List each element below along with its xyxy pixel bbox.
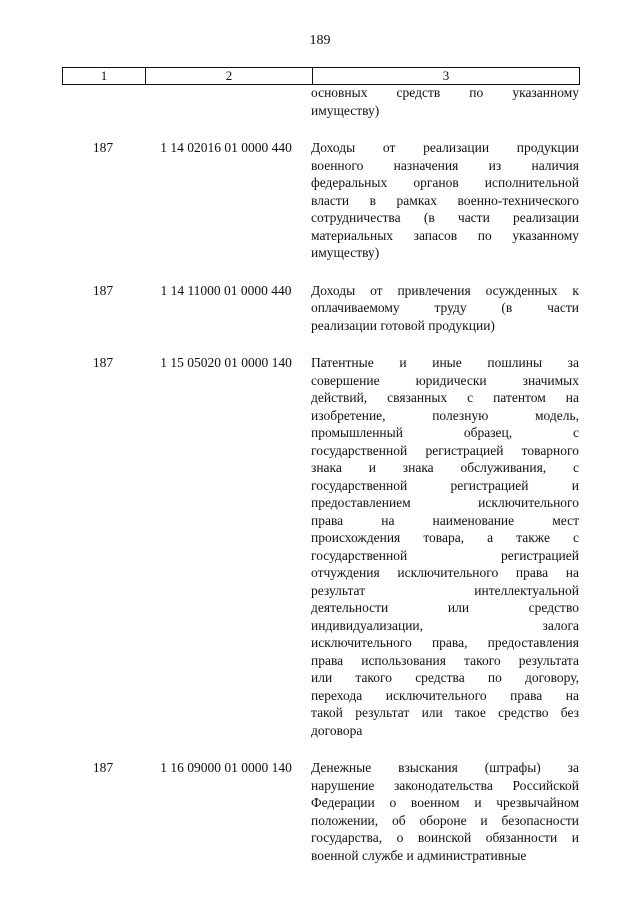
description-line: сотрудничества (в части реализации: [311, 210, 579, 225]
description-line: совершение юридически значимых: [311, 372, 579, 388]
admin-code-cell: 187: [92, 140, 114, 155]
table-row: [0, 84, 640, 119]
description-line: материальных запасов по указанному: [311, 227, 579, 243]
description-line: государственной регистрацией: [311, 547, 579, 563]
description-line: результат интеллектуальной: [311, 582, 579, 598]
description-line: оплачиваемому труду (в части: [311, 300, 579, 315]
income-description-cell: [311, 139, 579, 262]
description-line: нарушение законодательства Российской: [311, 777, 579, 793]
table-row: [0, 282, 640, 335]
income-description-cell: [311, 759, 579, 864]
budget-code-cell: 1 14 02016 01 0000 440: [160, 140, 292, 155]
admin-code-cell: 187: [92, 760, 114, 775]
admin-code-cell: 187: [92, 355, 114, 370]
description-line: государственной регистрацией и: [311, 477, 579, 493]
description-line: промышленный образец, с: [311, 425, 579, 440]
description-line: Денежные взыскания (штрафы) за: [311, 760, 579, 775]
description-line: индивидуализации, залога: [311, 617, 579, 633]
description-line: отчуждения исключительного права на: [311, 565, 579, 580]
page-number: 189: [309, 33, 331, 48]
description-line: права на наименование мест: [311, 512, 579, 528]
budget-code-cell: 1 15 05020 01 0000 140: [160, 355, 292, 370]
description-line: исключительного права, предоставления: [311, 635, 579, 650]
description-line: предоставлением исключительного: [311, 495, 579, 510]
description-line: или такого средства по договору,: [311, 670, 579, 685]
description-line: государства, о воинской обязанности и: [311, 830, 579, 845]
admin-code-cell: 187: [92, 282, 114, 298]
table-row: [0, 759, 640, 864]
description-line: происхождения товара, а также с: [311, 530, 579, 545]
table-body: [0, 84, 640, 864]
description-line: военного назначения из наличия: [311, 157, 579, 173]
description-line: такой результат или такое средство без: [311, 705, 579, 720]
description-line: деятельности или средство: [311, 600, 579, 615]
header-col-1: 1: [100, 68, 108, 83]
description-line: права использования такого результата: [311, 652, 579, 668]
description-line: Патентные и иные пошлины за: [311, 355, 579, 370]
description-line: договора: [311, 722, 363, 738]
description-line: имуществу): [311, 102, 380, 118]
table-header-row: [62, 67, 580, 85]
description-line: реализации готовой продукции): [311, 317, 495, 333]
description-line: военной службе и административные: [311, 847, 527, 863]
description-line: основных средств по указанному: [311, 85, 579, 100]
header-col-2: 2: [145, 68, 312, 84]
description-line: Доходы от реализации продукции: [311, 140, 579, 155]
description-line: федеральных органов исполнительной: [311, 175, 579, 190]
description-line: имуществу): [311, 245, 380, 260]
budget-code-cell: 1 16 09000 01 0000 140: [160, 760, 292, 775]
description-line: власти в рамках военно-технического: [311, 192, 579, 208]
income-description-cell: [311, 282, 579, 335]
description-line: положении, об обороне и безопасности: [311, 812, 579, 828]
description-line: знака и знака обслуживания, с: [311, 460, 579, 475]
description-line: изобретение, полезную модель,: [311, 407, 579, 423]
table-row: [0, 354, 640, 739]
header-col-3: 3: [312, 68, 579, 84]
description-line: перехода исключительного права на: [311, 687, 579, 703]
budget-code-cell: 1 14 11000 01 0000 440: [160, 282, 292, 298]
table-row: [0, 139, 640, 262]
income-description-cell: [311, 84, 579, 119]
description-line: действий, связанных с патентом на: [311, 390, 579, 405]
description-line: Федерации о военном и чрезвычайном: [311, 795, 579, 810]
description-line: Доходы от привлечения осужденных к: [311, 282, 579, 298]
description-line: государственной регистрацией товарного: [311, 442, 579, 458]
income-description-cell: [311, 354, 579, 739]
